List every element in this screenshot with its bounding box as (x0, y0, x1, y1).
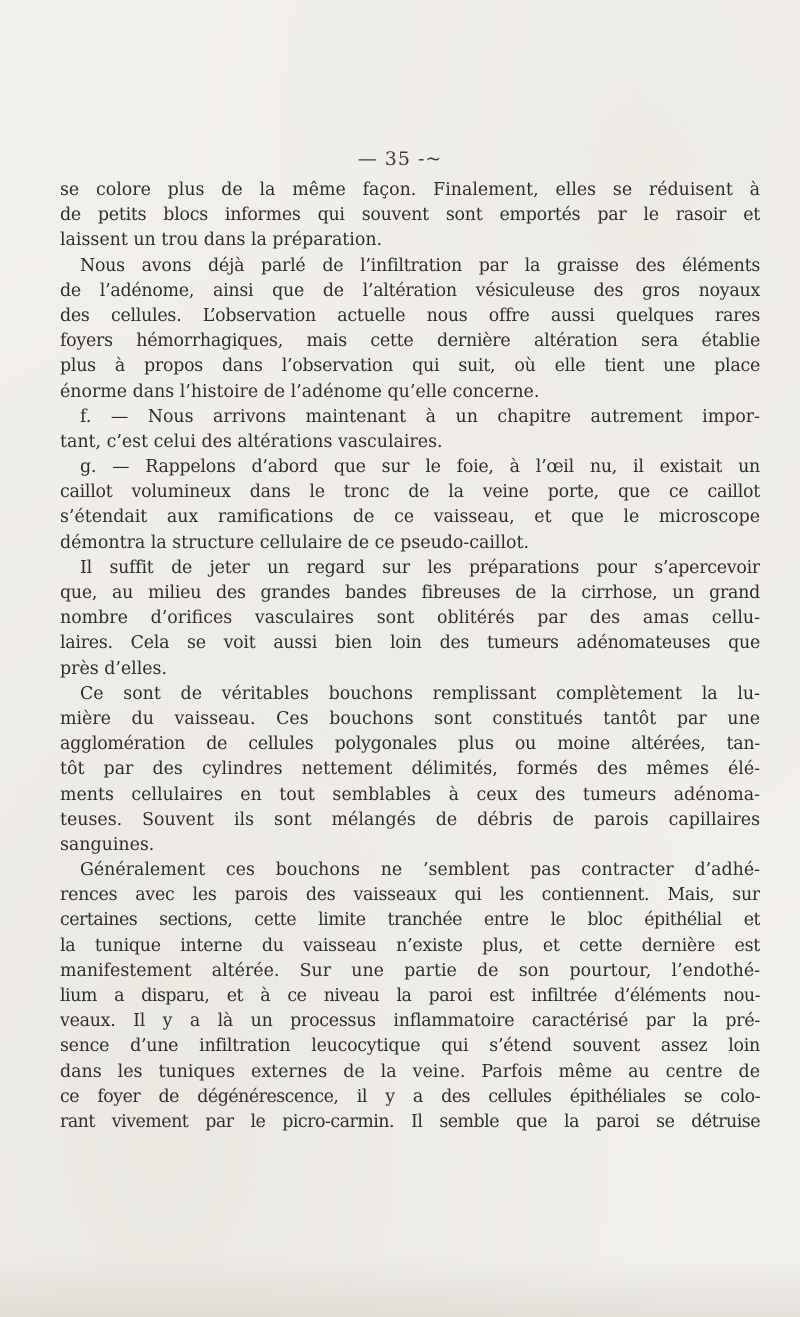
text-line: dans les tuniques externes de la veine. Parfois même au centre de (60, 1061, 760, 1082)
text-line: des cellules. L’observation actuelle nous offre aussi quelques rares (60, 305, 760, 326)
text-line: rant vivement par le picro-carmin. Il semble que la paroi se détruise (60, 1111, 760, 1132)
text-line: g. — Rappelons d’abord que sur le foie, à l’œil nu, il existait un (80, 457, 760, 478)
text-line: près d’elles. (60, 658, 168, 679)
text-line: Généralement ces bouchons ne ’semblent pas contracter d’adhé- (80, 860, 760, 881)
text-line: mière du vaisseau. Ces bouchons sont constitués tantôt par une (60, 708, 760, 729)
text-line: Ce sont de véritables bouchons remplissant complètement la lu- (80, 683, 760, 704)
text-line: s’étendait aux ramifications de ce vaisseau, et que le microscope (60, 507, 760, 528)
text-line: la tunique interne du vaisseau n’existe plus, et cette dernière est (60, 935, 760, 956)
page-shadow (0, 1257, 800, 1317)
text-line: sence d’une infiltration leucocytique qui s’étend souvent assez loin (60, 1036, 760, 1057)
text-line: f. — Nous arrivons maintenant à un chapitre autrement impor- (80, 406, 760, 427)
text-line: démontra la structure cellulaire de ce pseudo-caillot. (60, 532, 530, 553)
text-line: teuses. Souvent ils sont mélangés de débris de parois capillaires (60, 809, 760, 830)
text-line: que, au milieu des grandes bandes fibreuses de la cirrhose, un grand (60, 583, 760, 603)
text-line: tôt par des cylindres nettement délimités, formés des mêmes élé- (60, 759, 760, 780)
body-text (60, 178, 760, 1135)
text-line: de petits blocs informes qui souvent sont emportés par le rasoir et (60, 205, 760, 226)
text-line: tant, c’est celui des altérations vasculaires. (60, 431, 443, 452)
text-line: caillot volumineux dans le tronc de la veine porte, que ce caillot (60, 482, 760, 503)
text-line: plus à propos dans l’observation qui suit, où elle tient une place (60, 356, 760, 377)
text-line: ments cellulaires en tout semblables à ceux des tumeurs adénoma- (60, 784, 760, 805)
text-line: sanguines. (60, 834, 155, 855)
text-line: laissent un trou dans la préparation. (60, 230, 383, 251)
text-line: veaux. Il y a là un processus inflammatoire caractérisé par la pré- (60, 1011, 760, 1032)
text-line: laires. Cela se voit aussi bien loin des tumeurs adénomateuses que (60, 633, 760, 654)
text-line: agglomération de cellules polygonales plus ou moine altérées, tan- (60, 734, 760, 755)
text-line: lium a disparu, et à ce niveau la paroi est infiltrée d’éléments nou- (60, 986, 760, 1006)
text-line: ce foyer de dégénérescence, il y a des cellules épithéliales se colo- (60, 1086, 760, 1107)
text-line: manifestement altérée. Sur une partie de son pourtour, l’endothé- (60, 960, 760, 981)
text-line: se colore plus de la même façon. Finalement, elles se réduisent à (60, 180, 760, 200)
text-line: certaines sections, cette limite tranchée entre le bloc épithélial et (60, 910, 760, 931)
text-line: Il suffit de jeter un regard sur les préparations pour s’apercevoir (80, 557, 760, 578)
text-line: de l’adénome, ainsi que de l’altération vésiculeuse des gros noyaux (60, 280, 760, 301)
page-number: — 35 -~ (357, 148, 443, 170)
text-line: foyers hémorrhagiques, mais cette dernière altération sera établie (60, 331, 760, 352)
text-line: nombre d’orifices vasculaires sont oblitérés par des amas cellu- (60, 608, 760, 629)
text-line: énorme dans l’histoire de l’adénome qu’elle concerne. (60, 381, 540, 402)
text-line: Nous avons déjà parlé de l’infiltration par la graisse des éléments (80, 255, 760, 276)
text-line: rences avec les parois des vaisseaux qui les contiennent. Mais, sur (60, 885, 760, 906)
